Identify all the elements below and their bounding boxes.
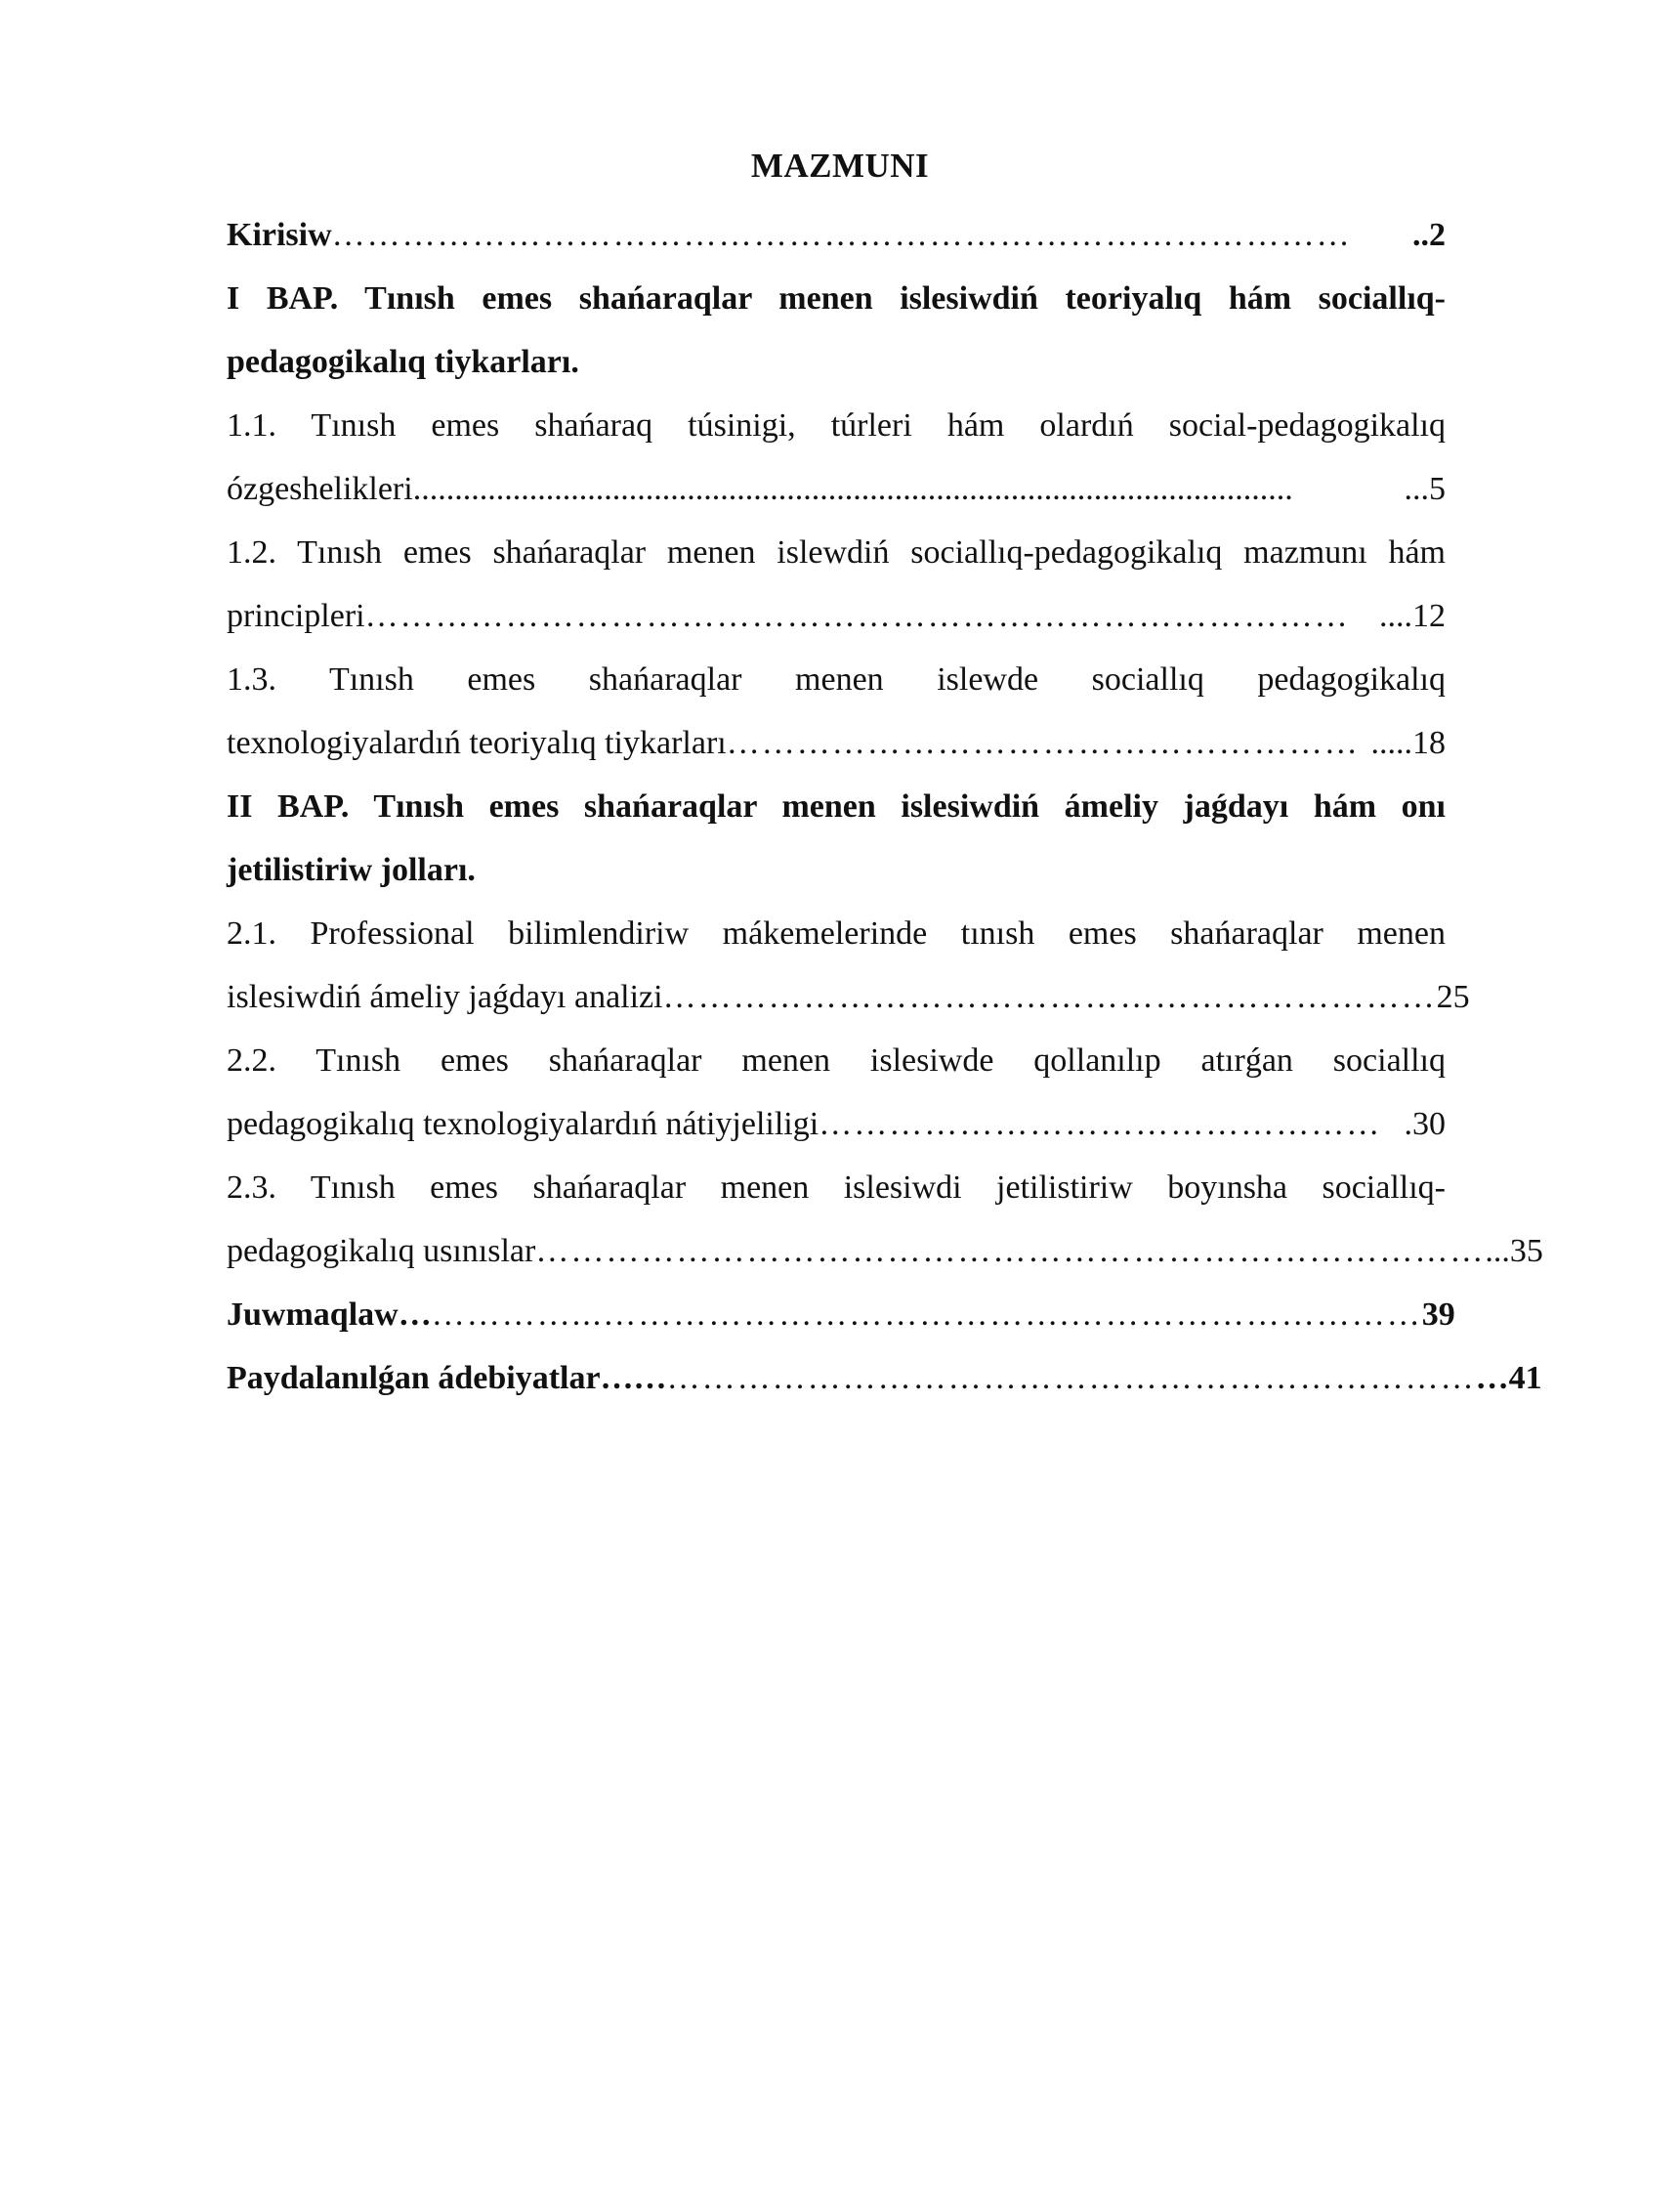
toc-entry-text: pedagogikalıq usınıslar [227,1233,536,1269]
toc-leader-dots: …………………………………………………………………………… [331,217,1352,253]
toc-chapter-2-heading-cont: jetilistiriw jolları. [227,852,476,888]
toc-entry-2-2: 2.2. Tınısh emes shańaraqlar menen islesiwde qollanılıp atırǵan sociallıq [227,1042,1446,1079]
toc-leader-dots: ………………………………………………………… [662,979,1437,1015]
toc-entry-1-2-cont [227,584,1446,649]
toc-entry-text: texnologiyalardıń teoriyalıq tiykarları [227,725,727,761]
toc-entry-2-3: 2.3. Tınısh emes shańaraqlar menen islesiwdi jetilistiriw boyınsha sociallıq- [227,1169,1446,1206]
toc-entry-2-1-cont [227,965,1470,1030]
toc-leader-dots: ……………………………………………… [726,725,1360,761]
toc-entry-2-3-cont [227,1219,1543,1284]
toc-entry-2-2-cont [227,1092,1446,1157]
toc-entry-1-1: 1.1. Tınısh emes shańaraq túsinigi, túrleri hám olardıń social-pedagogikalıq [227,407,1446,444]
toc-leader-dots: ………………………………………… [819,1106,1382,1142]
toc-entry-text: principleri [227,598,365,634]
toc-entry-text: pedagogikalıq texnologiyalardıń nátiyjeliligi [227,1106,819,1142]
toc-entry-text: islesiwdiń ámeliy jaǵdayı analizi [227,979,663,1015]
toc-entry-text: Kirisiw [227,217,332,253]
toc-page-number: .30 [1404,1106,1446,1142]
toc-entry-references [227,1346,1542,1411]
toc-entry-1-1-cont [227,457,1446,522]
toc-leader-dots: ……………………………………………………………………… [535,1233,1486,1269]
toc-page-number: 25 [1436,979,1470,1015]
toc-chapter-2-heading: II BAP. Tınısh emes shańaraqlar menen islesiwdiń ámeliy jaǵdayı hám onı [227,788,1446,825]
toc-entry-1-2: 1.2. Tınısh emes shańaraqlar menen islewdiń sociallıq-pedagogikalıq mazmunı hám [227,534,1446,571]
toc-entry-1-3: 1.3. Tınısh emes shańaraqlar menen islewde sociallıq pedagogikalıq [227,661,1446,698]
toc-leader-dots: …………...………………………………….………………………… [431,1296,1422,1333]
toc-leader-dots: ………………………………………………………………………… [364,598,1350,634]
toc-leader-dots: …………………………………………………………… [666,1360,1476,1396]
toc-page-number: ..2 [1412,217,1446,253]
toc-chapter-1-heading: I BAP. Tınısh emes shańaraqlar menen islesiwdiń teoriyalıq hám sociallıq- [227,280,1446,317]
toc-entry-juwmaqlaw [227,1283,1455,1347]
toc-entry-1-3-cont [227,711,1446,776]
toc-page-number: …41 [1475,1360,1542,1396]
page-title: MAZMUNI [750,147,930,185]
toc-page-number: ...35 [1485,1233,1543,1269]
toc-entry-text: Juwmaqlaw… [227,1296,432,1333]
toc-entry-text: ózgeshelikleri [227,471,413,507]
toc-entry-text: Paydalanılǵan ádebiyatlar…… [227,1360,667,1396]
toc-entry-kirisiw [227,203,1446,268]
toc-page-number: ...5 [1404,471,1446,507]
toc-page-number: .....18 [1370,725,1446,761]
toc-entry-2-1: 2.1. Professional bilimlendiriw mákemelerinde tınısh emes shańaraqlar menen [227,915,1446,952]
toc-leader-dots: .......................................................................................................... [412,471,1293,507]
toc-page-number: ....12 [1379,598,1446,634]
toc-chapter-1-heading-cont: pedagogikalıq tiykarları. [227,344,579,380]
toc-page-number: 39 [1421,1296,1455,1333]
